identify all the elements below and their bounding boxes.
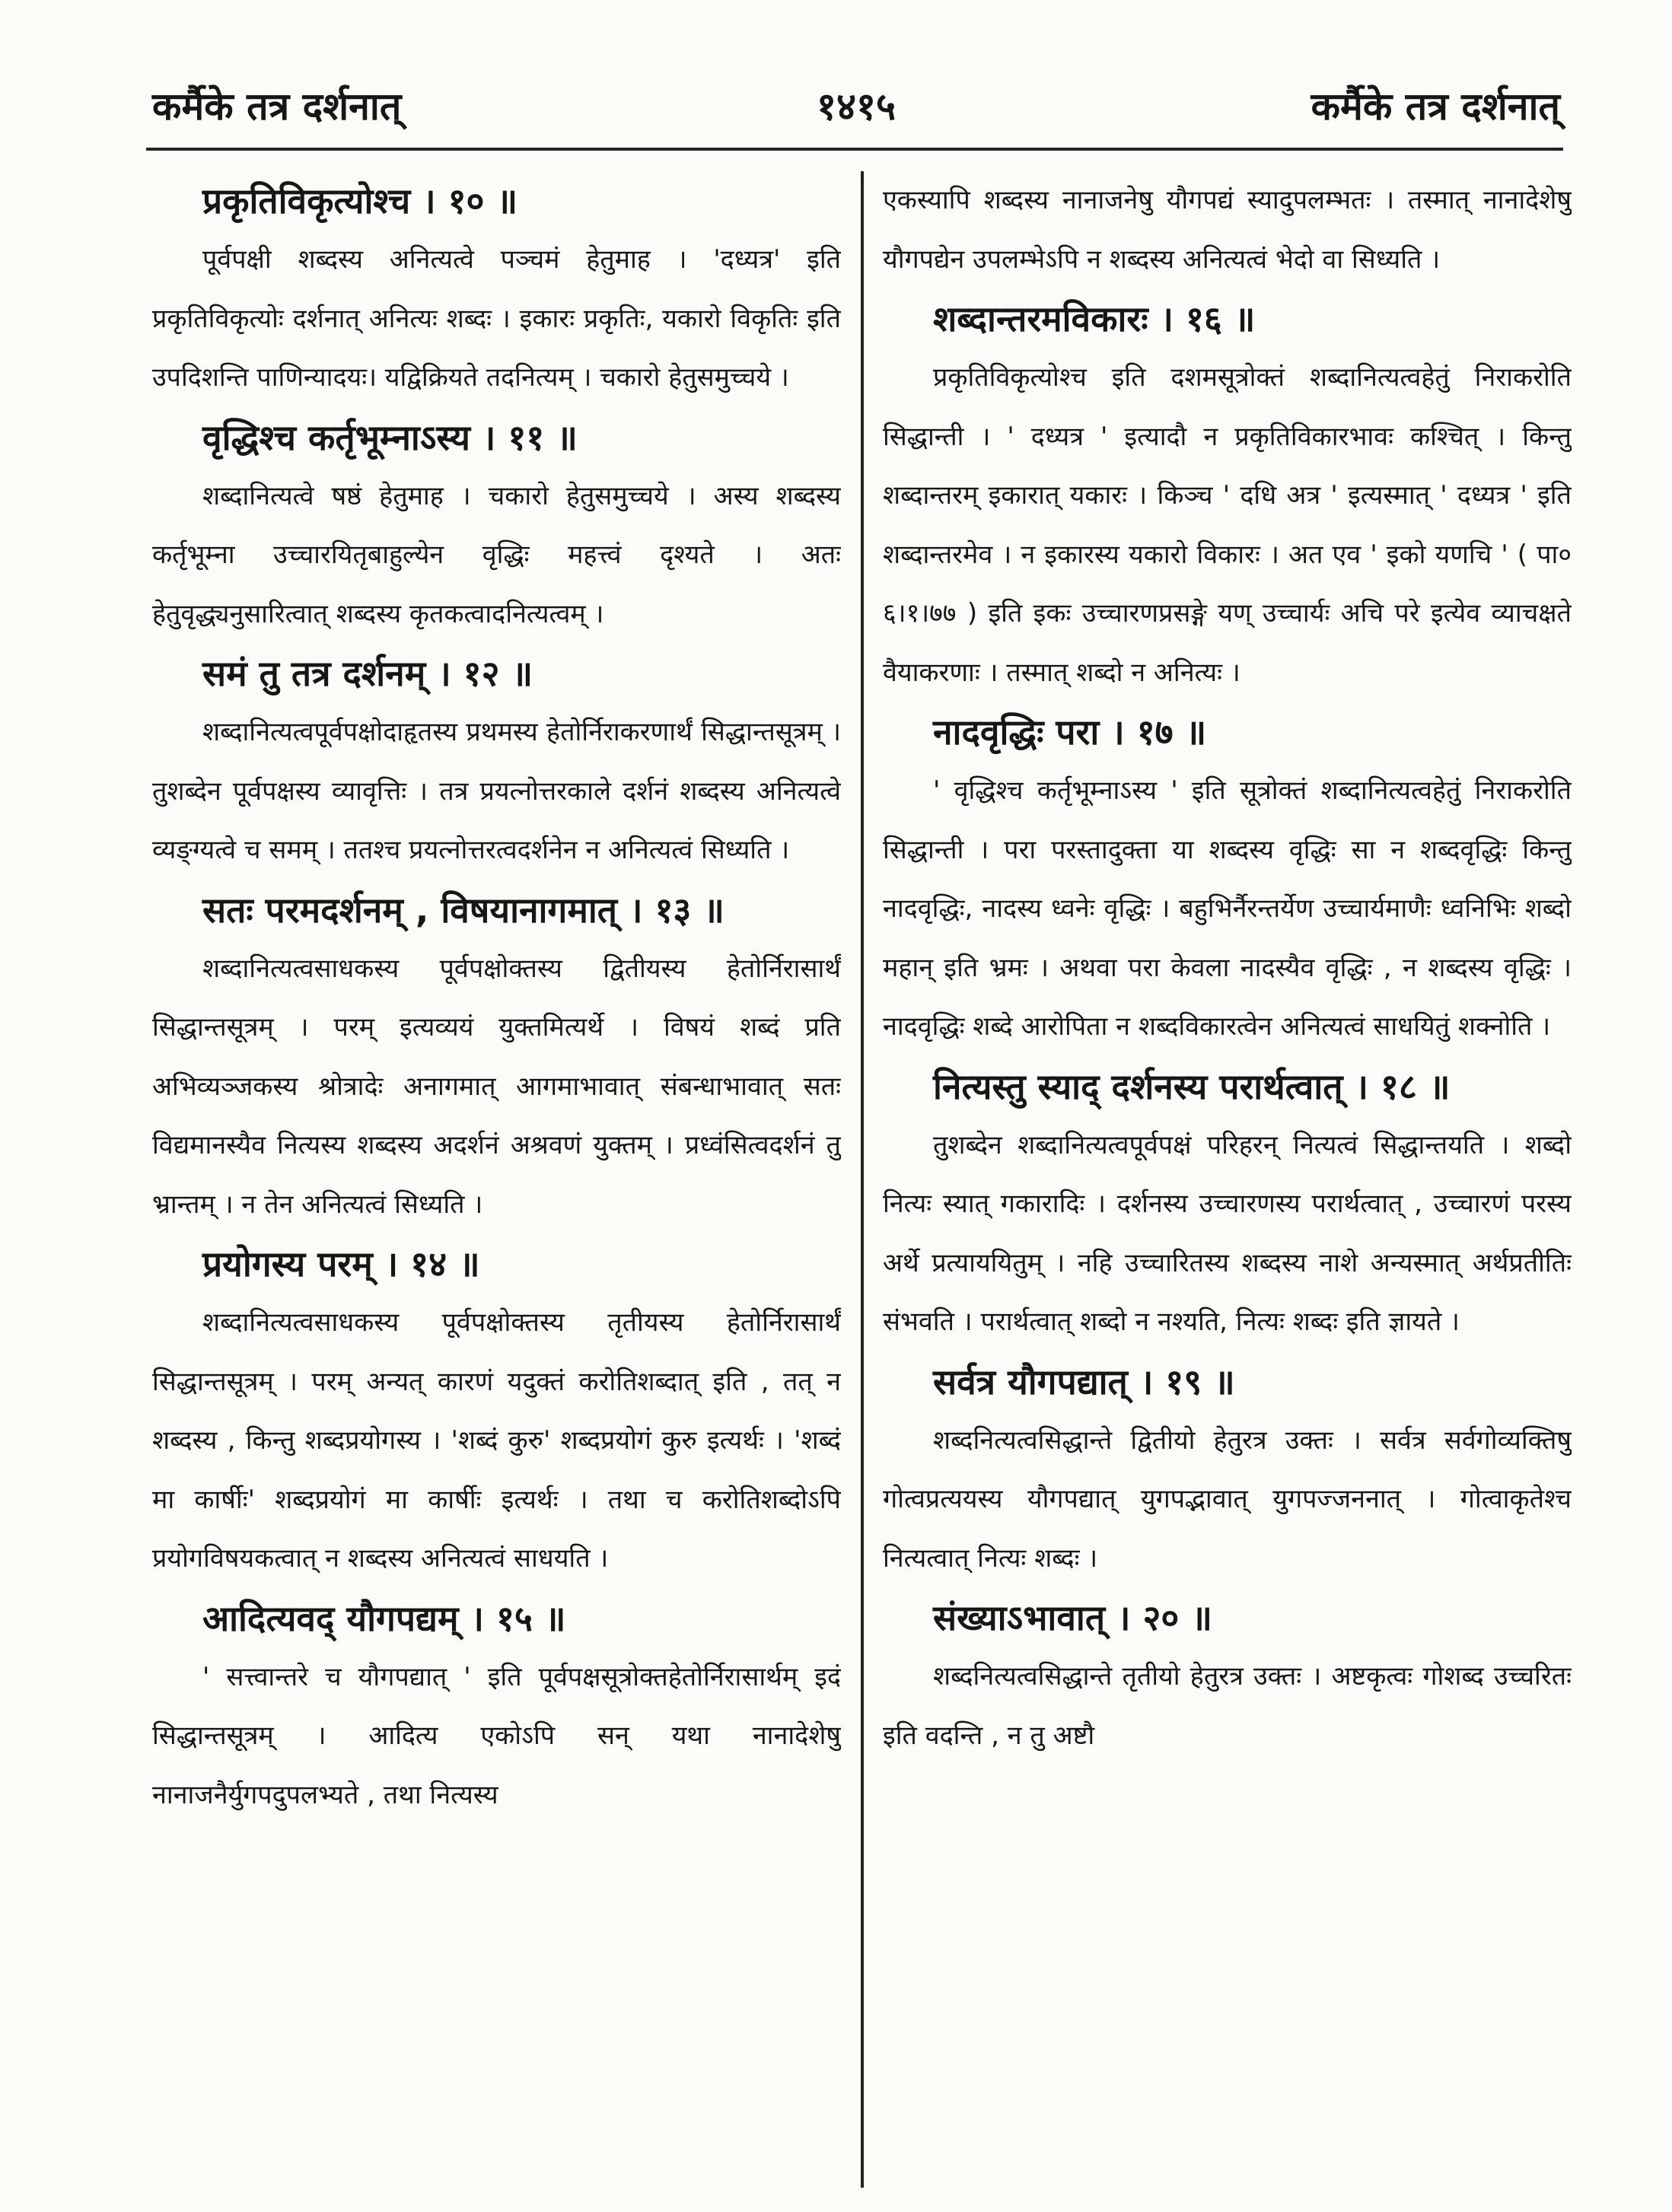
running-head-right: कर्मैके तत्र दर्शनात् — [1311, 84, 1560, 129]
commentary-paragraph: ' वृद्धिश्च कर्तृभूम्नाऽस्य ' इति सूत्रोक्तं शब्दानित्यत्वहेतुं निराकरोति सिद्धान्ती । परा परस्तादुक्ता या शब्दस्य वृद्धिः सा न शब्दवृद्धिः किन्तु नादवृद्धिः, नादस्य ध्वनेः वृद्धिः । बहुभिर्नैरन्तर्येण उच्चार्यमाणैः ध्वनिभिः शब्दो महान् इति भ्रमः । अथवा परा केवला नादस्यैव वृद्धिः , न शब्दस्य वृद्धिः । नादवृद्धिः शब्दे आरोपिता न शब्दविकारत्वेन अनित्यत्वं साधयितुं शक्नोति । — [883, 775, 1572, 1042]
right-column — [883, 171, 1572, 2195]
sutra-heading: प्रकृतिविकृत्योश्च । १० ॥ — [202, 180, 518, 221]
commentary-paragraph: शब्दनित्यत्वसिद्धान्ते तृतीयो हेतुरत्र उक्तः । अष्टकृत्वः गोशब्द उच्चरितः इति वदन्ति , न तु अष्टौ — [883, 1661, 1572, 1751]
page-header — [152, 76, 1560, 137]
page-number: १४१५ — [817, 84, 896, 129]
sutra-heading: संख्याऽभावात् । २० ॥ — [933, 1597, 1212, 1638]
sutra-heading: वृद्धिश्च कर्तृभूम्नाऽस्य । ११ ॥ — [202, 416, 578, 458]
sutra-heading: आदित्यवद् यौगपद्यम् । १५ ॥ — [202, 1597, 566, 1639]
commentary-paragraph: तुशब्देन शब्दानित्यत्वपूर्वपक्षं परिहरन् नित्यत्वं सिद्धान्तयति । शब्दो नित्यः स्यात् गकारादिः । दर्शनस्य उच्चारणस्य परार्थत्वात् , उच्चारणं परस्य अर्थे प्रत्याययितुम् । नहि उच्चारितस्य शब्दस्य नाशे अन्यस्मात् अर्थप्रतीतिः संभवति । परार्थत्वात् शब्दो न नश्यति, नित्यः शब्दः इति ज्ञायते । — [883, 1129, 1572, 1337]
commentary-paragraph-continued: एकस्यापि शब्दस्य नानाजनेषु यौगपद्यं स्यादुपलम्भतः । तस्मात् नानादेशेषु यौगपद्येन उपलम्भेऽपि न शब्दस्य अनित्यत्वं भेदो वा सिध्यति । — [883, 185, 1572, 275]
commentary-paragraph: शब्दानित्यत्वे षष्ठं हेतुमाह । चकारो हेतुसमुच्चये । अस्य शब्दस्य कर्तृभूम्ना उच्चारयितृबाहुल्येन वृद्धिः महत्त्वं दृश्यते । अतः हेतुवृद्ध्यनुसारित्वात् शब्दस्य कृतकत्वादनित्यत्वम् । — [152, 480, 841, 629]
sutra-heading: प्रयोगस्य परम् । १४ ॥ — [202, 1243, 480, 1284]
commentary-paragraph: ' सत्त्वान्तरे च यौगपद्यात् ' इति पूर्वपक्षसूत्रोक्तहेतोर्निरासार्थम् इदं सिद्धान्तसूत्रम् । आदित्य एकोऽपि सन् यथा नानादेशेषु नानाजनैर्युगपदुपलभ्यते , तथा नित्यस्य — [152, 1661, 841, 1810]
left-column — [152, 171, 841, 2195]
sutra-heading: नादवृद्धिः परा । १७ ॥ — [933, 711, 1207, 753]
sutra-heading: सतः परमदर्शनम् , विषयानागमात् । १३ ॥ — [202, 889, 725, 931]
commentary-paragraph: शब्दानित्यत्वसाधकस्य पूर्वपक्षोक्तस्य द्वितीयस्य हेतोर्निरासार्थं सिद्धान्तसूत्रम् । परम् इत्यव्ययं युक्तमित्यर्थे । विषयं शब्दं प्रति अभिव्यञ्जकस्य श्रोत्रादेः अनागमात् आगमाभावात् संबन्धाभावात् सतः विद्यमानस्यैव नित्यस्य शब्दस्य अदर्शनं अश्रवणं युक्तम् । प्रध्वंसित्वदर्शनं तु भ्रान्तम् । न तेन अनित्यत्वं सिध्यति । — [152, 953, 841, 1220]
column-divider — [861, 171, 864, 2188]
sutra-heading: समं तु तत्र दर्शनम् । १२ ॥ — [202, 653, 533, 694]
commentary-paragraph: शब्दानित्यत्वपूर्वपक्षोदाहृतस्य प्रथमस्य हेतोर्निराकरणार्थं सिद्धान्तसूत्रम् । तुशब्देन पूर्वपक्षस्य व्यावृत्तिः । तत्र प्रयत्नोत्तरकाले दर्शनं शब्दस्य अनित्यत्वे व्यङ्ग्यत्वे च समम् । ततश्च प्रयत्नोत्तरत्वदर्शनेन न अनित्यत्वं सिध्यति । — [152, 717, 841, 865]
header-rule — [146, 148, 1563, 151]
sutra-heading: सर्वत्र यौगपद्यात् । १९ ॥ — [933, 1361, 1235, 1402]
commentary-paragraph: शब्दानित्यत्वसाधकस्य पूर्वपक्षोक्तस्य तृतीयस्य हेतोर्निरासार्थं सिद्धान्तसूत्रम् । परम् अन्यत् कारणं यदुक्तं करोतिशब्दात् इति , तत् न शब्दस्य , किन्तु शब्दप्रयोगस्य । 'शब्दं कुरु' शब्दप्रयोगं कुरु इत्यर्थः । 'शब्दं मा कार्षीः' शब्दप्रयोगं मा कार्षीः इत्यर्थः । तथा च करोतिशब्दोऽपि प्रयोगविषयकत्वात् न शब्दस्य अनित्यत्वं साधयति । — [152, 1307, 841, 1574]
sutra-heading: नित्यस्तु स्याद् दर्शनस्य परार्थत्वात् । १८ ॥ — [933, 1065, 1451, 1107]
commentary-paragraph: पूर्वपक्षी शब्दस्य अनित्यत्वे पञ्चमं हेतुमाह । 'दध्यत्र' इति प्रकृतिविकृत्योः दर्शनात् अनित्यः शब्दः । इकारः प्रकृतिः, यकारो विकृतिः इति उपदिशन्ति पाणिन्यादयः। यद्विक्रियते तदनित्यम् । चकारो हेतुसमुच्चये । — [152, 244, 841, 393]
commentary-paragraph: शब्दनित्यत्वसिद्धान्ते द्वितीयो हेतुरत्र उक्तः । सर्वत्र सर्वगोव्यक्तिषु गोत्वप्रत्ययस्य यौगपद्यात् युगपद्भावात् युगपज्जननात् । गोत्वाकृतेश्च नित्यत्वात् नित्यः शब्दः । — [883, 1424, 1572, 1574]
sutra-heading: शब्दान्तरमविकारः । १६ ॥ — [933, 298, 1256, 339]
running-head-left: कर्मैके तत्र दर्शनात् — [152, 84, 402, 129]
commentary-paragraph: प्रकृतिविकृत्योश्च इति दशमसूत्रोक्तं शब्दानित्यत्वहेतुं निराकरोति सिद्धान्ती । ' दध्यत्र ' इत्यादौ न प्रकृतिविकारभावः कश्चित् । किन्तु शब्दान्तरम् इकारात् यकारः । किञ्च ' दधि अत्र ' इत्यस्मात् ' दध्यत्र ' इति शब्दान्तरमेव । न इकारस्य यकारो विकारः । अत एव ' इको यणचि ' ( पा० ६।१।७७ ) इति इकः उच्चारणप्रसङ्गे यण् उच्चार्यः अचि परे इत्येव व्याचक्षते वैयाकरणाः । तस्मात् शब्दो न अनित्यः । — [883, 362, 1572, 688]
